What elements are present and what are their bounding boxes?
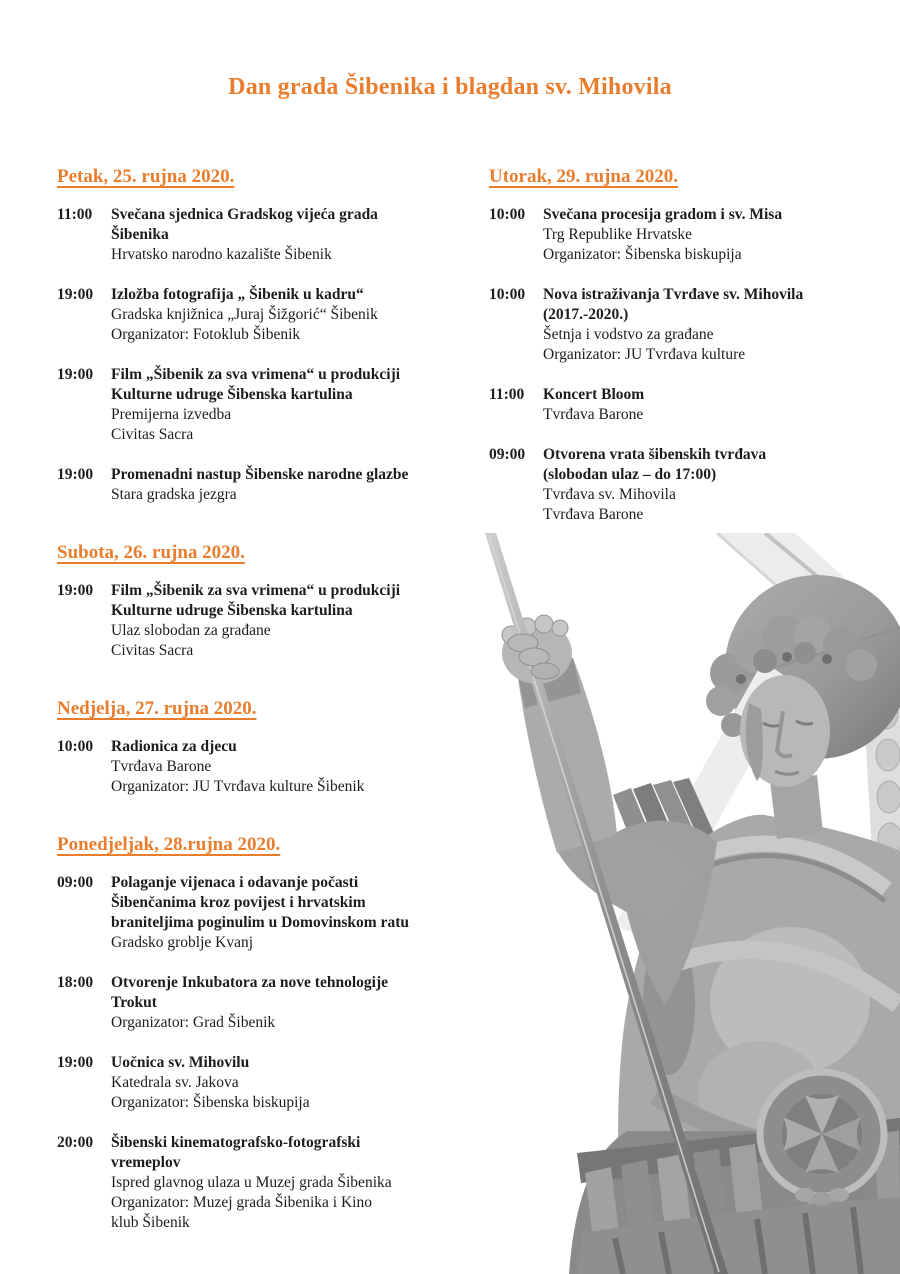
event-title-line: Otvorenje Inkubatora za nove tehnologije bbox=[111, 974, 388, 991]
event-time: 11:00 bbox=[57, 206, 93, 223]
event-body bbox=[111, 365, 467, 445]
st-michael-statue-illustration bbox=[465, 533, 900, 1274]
event-time: 09:00 bbox=[57, 874, 94, 891]
event-detail-line: Organizator: JU Tvrđava kulture bbox=[543, 346, 746, 363]
date-heading: Subota, 26. rujna 2020. bbox=[57, 542, 245, 563]
schedule-section bbox=[57, 165, 467, 505]
event-body bbox=[111, 1053, 467, 1113]
schedule-section bbox=[489, 165, 894, 525]
event-time: 09:00 bbox=[489, 446, 526, 463]
event-body bbox=[543, 285, 894, 365]
event-title-line: Izložba fotografija „ Šibenik u kadru“ bbox=[111, 286, 364, 303]
event-body bbox=[543, 205, 894, 265]
event-detail-line: Organizator: Šibenska biskupija bbox=[111, 1094, 310, 1111]
statue-photo bbox=[465, 533, 900, 1274]
event-detail-line: Tvrđava Barone bbox=[111, 758, 212, 775]
event-item bbox=[57, 285, 467, 345]
event-detail-line: Tvrđava sv. Mihovila bbox=[543, 486, 676, 503]
date-heading: Nedjelja, 27. rujna 2020. bbox=[57, 698, 257, 719]
event-item bbox=[489, 385, 894, 425]
event-detail-line: Šetnja i vodstvo za građane bbox=[543, 326, 714, 343]
event-body bbox=[111, 973, 467, 1033]
event-title-line: Promenadni nastup Šibenske narodne glazbe bbox=[111, 466, 409, 483]
event-title-line: Otvorena vrata šibenskih tvrđava bbox=[543, 446, 767, 463]
event-item bbox=[489, 205, 894, 265]
event-detail-line: Civitas Sacra bbox=[111, 642, 194, 659]
date-heading: Utorak, 29. rujna 2020. bbox=[489, 166, 678, 187]
event-detail-line: Trg Republike Hrvatske bbox=[543, 226, 692, 243]
event-time: 19:00 bbox=[57, 582, 94, 599]
event-item bbox=[57, 1053, 467, 1113]
event-item bbox=[57, 365, 467, 445]
event-detail-line: klub Šibenik bbox=[111, 1214, 190, 1231]
event-body bbox=[111, 873, 467, 953]
event-body bbox=[111, 205, 467, 265]
event-time: 20:00 bbox=[57, 1134, 94, 1151]
event-detail-line: Organizator: JU Tvrđava kulture Šibenik bbox=[111, 778, 365, 795]
schedule-column-left bbox=[57, 165, 467, 1233]
event-title-line: Šibenika bbox=[111, 226, 169, 243]
event-title-line: (slobodan ulaz – do 17:00) bbox=[543, 466, 717, 483]
event-title-line: Koncert Bloom bbox=[543, 386, 645, 403]
event-body bbox=[111, 285, 467, 345]
event-detail-line: Tvrđava Barone bbox=[543, 406, 644, 423]
event-time: 18:00 bbox=[57, 974, 94, 991]
event-detail-line: Katedrala sv. Jakova bbox=[111, 1074, 239, 1091]
event-detail-line: Organizator: Fotoklub Šibenik bbox=[111, 326, 301, 343]
event-detail-line: Premijerna izvedba bbox=[111, 406, 232, 423]
event-item bbox=[489, 285, 894, 365]
date-heading: Ponedjeljak, 28.rujna 2020. bbox=[57, 834, 281, 855]
event-title-line: Trokut bbox=[111, 994, 157, 1011]
event-item bbox=[57, 465, 467, 505]
date-heading: Petak, 25. rujna 2020. bbox=[57, 166, 235, 187]
event-item bbox=[57, 873, 467, 953]
event-title-line: vremeplov bbox=[111, 1154, 181, 1171]
event-detail-line: Civitas Sacra bbox=[111, 426, 194, 443]
event-detail-line: Gradska knjižnica „Juraj Šižgorić“ Šibenik bbox=[111, 306, 378, 323]
event-title-line: Svečana procesija gradom i sv. Misa bbox=[543, 206, 783, 223]
schedule-section bbox=[57, 697, 467, 797]
event-body bbox=[543, 385, 894, 425]
event-time: 10:00 bbox=[489, 206, 526, 223]
event-title-line: Kulturne udruge Šibenska kartulina bbox=[111, 386, 353, 403]
event-detail-line: Organizator: Grad Šibenik bbox=[111, 1014, 276, 1031]
event-title-line: Šibenčanima kroz povijest i hrvatskim bbox=[111, 894, 366, 911]
event-time: 19:00 bbox=[57, 466, 94, 483]
event-title-line: Polaganje vijenaca i odavanje počasti bbox=[111, 874, 359, 891]
event-title-line: braniteljima poginulim u Domovinskom ratu bbox=[111, 914, 409, 931]
event-detail-line: Ulaz slobodan za građane bbox=[111, 622, 271, 639]
event-item bbox=[57, 973, 467, 1033]
event-title-line: Film „Šibenik za sva vrimena“ u produkciji bbox=[111, 366, 401, 383]
event-time: 19:00 bbox=[57, 1054, 94, 1071]
event-detail-line: Gradsko groblje Kvanj bbox=[111, 934, 254, 951]
event-title-line: Radionica za djecu bbox=[111, 738, 237, 755]
event-detail-line: Tvrđava Barone bbox=[543, 506, 644, 523]
event-title-line: Film „Šibenik za sva vrimena“ u produkciji bbox=[111, 582, 401, 599]
event-body bbox=[111, 581, 467, 661]
schedule-column-right bbox=[489, 165, 894, 525]
event-item bbox=[57, 737, 467, 797]
event-item bbox=[57, 205, 467, 265]
event-time: 10:00 bbox=[489, 286, 526, 303]
event-time: 10:00 bbox=[57, 738, 94, 755]
event-title-line: Svečana sjednica Gradskog vijeća grada bbox=[111, 206, 378, 223]
event-detail-line: Organizator: Muzej grada Šibenika i Kino bbox=[111, 1194, 372, 1211]
event-time: 11:00 bbox=[489, 386, 525, 403]
event-body bbox=[543, 445, 894, 525]
event-item bbox=[57, 581, 467, 661]
event-title-line: (2017.-2020.) bbox=[543, 306, 629, 323]
event-title-line: Nova istraživanja Tvrđave sv. Mihovila bbox=[543, 286, 804, 303]
event-body bbox=[111, 737, 467, 797]
page-title: Dan grada Šibenika i blagdan sv. Mihovila bbox=[228, 74, 672, 100]
schedule-section bbox=[57, 833, 467, 1233]
event-body bbox=[111, 465, 467, 505]
event-item bbox=[57, 1133, 467, 1233]
event-time: 19:00 bbox=[57, 286, 94, 303]
event-title-line: Uočnica sv. Mihovilu bbox=[111, 1054, 250, 1071]
event-detail-line: Hrvatsko narodno kazalište Šibenik bbox=[111, 246, 332, 263]
event-time: 19:00 bbox=[57, 366, 94, 383]
schedule-section bbox=[57, 541, 467, 661]
event-detail-line: Ispred glavnog ulaza u Muzej grada Šibenika bbox=[111, 1174, 392, 1191]
event-item bbox=[489, 445, 894, 525]
event-detail-line: Stara gradska jezgra bbox=[111, 486, 237, 503]
event-detail-line: Organizator: Šibenska biskupija bbox=[543, 246, 742, 263]
event-body bbox=[111, 1133, 467, 1233]
event-title-line: Šibenski kinematografsko-fotografski bbox=[111, 1134, 361, 1151]
event-title-line: Kulturne udruge Šibenska kartulina bbox=[111, 602, 353, 619]
